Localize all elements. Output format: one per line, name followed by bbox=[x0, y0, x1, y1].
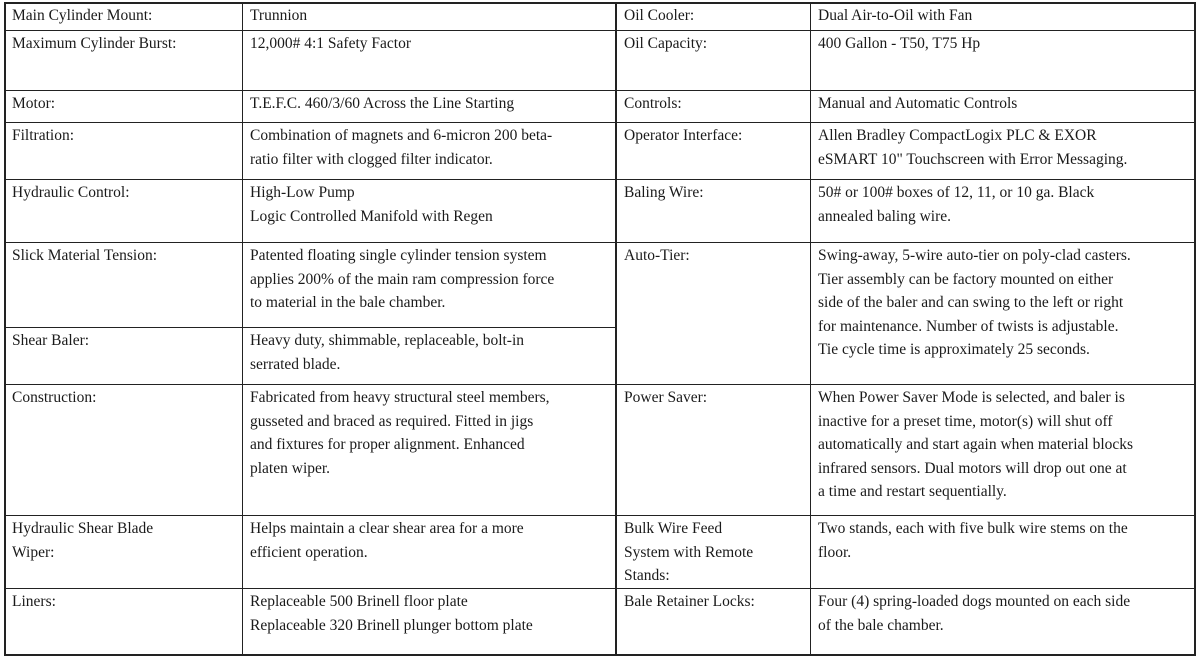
row-divider bbox=[616, 588, 1196, 589]
spec-value bbox=[250, 124, 552, 171]
spec-value-line: T.E.F.C. 460/3/60 Across the Line Starting bbox=[250, 95, 515, 112]
spec-value bbox=[818, 181, 1094, 228]
spec-label-line: Shear Baler: bbox=[12, 332, 90, 349]
spec-label bbox=[12, 517, 153, 564]
spec-value bbox=[250, 92, 514, 116]
spec-label bbox=[624, 92, 682, 116]
spec-value bbox=[818, 244, 1131, 362]
spec-label bbox=[624, 32, 707, 56]
spec-value-line: annealed baling wire. bbox=[818, 207, 951, 225]
spec-label bbox=[624, 517, 753, 588]
spec-value-line: Dual Air-to-Oil with Fan bbox=[818, 7, 973, 24]
spec-value bbox=[818, 4, 972, 28]
spec-value-line: to material in the bale chamber. bbox=[250, 294, 446, 311]
spec-value-line: of the bale chamber. bbox=[818, 616, 944, 634]
spec-label-line: Controls: bbox=[624, 95, 682, 112]
row-divider bbox=[4, 30, 616, 31]
spec-value-line: 12,000# 4:1 Safety Factor bbox=[250, 35, 412, 52]
spec-value-line: Heavy duty, shimmable, replaceable, bolt-in bbox=[250, 332, 525, 349]
spec-label bbox=[624, 124, 742, 148]
spec-label-line: Main Cylinder Mount: bbox=[12, 7, 153, 24]
row-divider bbox=[616, 90, 1196, 91]
spec-label bbox=[12, 181, 130, 205]
spec-label bbox=[12, 92, 55, 116]
spec-value-line: Two stands, each with five bulk wire stems on the bbox=[818, 520, 1128, 537]
spec-value-line: applies 200% of the main ram compression force bbox=[250, 270, 555, 288]
spec-value-line: ratio filter with clogged filter indicator. bbox=[250, 150, 493, 168]
spec-value bbox=[250, 32, 411, 56]
spec-value-line: serrated blade. bbox=[250, 355, 341, 373]
spec-value-line: infrared sensors. Dual motors will drop out one at bbox=[818, 459, 1127, 477]
spec-label-line: Oil Cooler: bbox=[624, 7, 695, 24]
spec-label-line: Slick Material Tension: bbox=[12, 247, 157, 264]
table-border-right bbox=[1194, 2, 1196, 656]
row-divider bbox=[616, 242, 1196, 243]
spec-value-line: Trunnion bbox=[250, 7, 308, 24]
row-divider bbox=[616, 30, 1196, 31]
spec-value bbox=[818, 32, 980, 56]
spec-value-line: Logic Controlled Manifold with Regen bbox=[250, 207, 493, 225]
spec-value-line: for maintenance. Number of twists is adjustable. bbox=[818, 317, 1119, 335]
spec-label bbox=[12, 32, 176, 56]
row-divider bbox=[4, 122, 616, 123]
spec-value bbox=[818, 386, 1133, 504]
spec-label bbox=[624, 386, 707, 410]
spec-value-line: Manual and Automatic Controls bbox=[818, 95, 1018, 112]
spec-value-line: floor. bbox=[818, 543, 852, 561]
table-border-left bbox=[4, 2, 6, 656]
spec-label-line: Filtration: bbox=[12, 127, 74, 144]
column-divider bbox=[242, 2, 243, 656]
spec-value-line: eSMART 10" Touchscreen with Error Messaging. bbox=[818, 150, 1128, 168]
row-divider bbox=[616, 179, 1196, 180]
row-divider bbox=[4, 90, 616, 91]
spec-value bbox=[250, 181, 493, 228]
spec-value bbox=[250, 244, 554, 315]
spec-label bbox=[12, 590, 56, 614]
spec-label-line: Power Saver: bbox=[624, 389, 708, 406]
spec-value-line: Patented floating single cylinder tension system bbox=[250, 247, 547, 264]
spec-label-line: Oil Capacity: bbox=[624, 35, 708, 52]
spec-value-line: inactive for a preset time, motor(s) will shut off bbox=[818, 412, 1113, 430]
spec-value-line: automatically and start again when material blocks bbox=[818, 436, 1134, 453]
row-divider bbox=[4, 384, 616, 385]
spec-table bbox=[4, 2, 1196, 656]
spec-value-line: efficient operation. bbox=[250, 543, 368, 561]
spec-value bbox=[250, 329, 524, 376]
spec-label-line: Hydraulic Control: bbox=[12, 184, 130, 201]
table-border-bottom bbox=[4, 654, 1196, 656]
spec-value-line: Allen Bradley CompactLogix PLC & EXOR bbox=[818, 127, 1097, 144]
spec-label bbox=[12, 124, 74, 148]
spec-value-line: side of the baler and can swing to the left or right bbox=[818, 294, 1124, 311]
spec-label bbox=[12, 4, 152, 28]
row-divider bbox=[616, 384, 1196, 385]
spec-label bbox=[624, 4, 694, 28]
spec-label-line: Construction: bbox=[12, 389, 97, 406]
row-divider bbox=[616, 515, 1196, 516]
spec-label-line: System with Remote bbox=[624, 543, 754, 561]
spec-value bbox=[250, 517, 524, 564]
spec-value-line: Swing-away, 5-wire auto-tier on poly-clad casters. bbox=[818, 247, 1131, 264]
spec-value-line: Replaceable 500 Brinell floor plate bbox=[250, 593, 468, 610]
spec-value-line: Four (4) spring-loaded dogs mounted on each side bbox=[818, 593, 1131, 610]
spec-value-line: 50# or 100# boxes of 12, 11, or 10 ga. Black bbox=[818, 184, 1095, 201]
spec-label-line: Hydraulic Shear Blade bbox=[12, 520, 154, 537]
spec-label-line: Bale Retainer Locks: bbox=[624, 593, 755, 610]
spec-value-line: Helps maintain a clear shear area for a more bbox=[250, 520, 524, 537]
spec-value-line: platen wiper. bbox=[250, 459, 331, 477]
spec-value-line: gusseted and braced as required. Fitted in jigs bbox=[250, 412, 534, 430]
row-divider bbox=[4, 515, 616, 516]
spec-label bbox=[624, 590, 755, 614]
spec-label bbox=[12, 329, 89, 353]
table-border-top bbox=[4, 2, 1196, 4]
row-divider bbox=[4, 327, 616, 328]
spec-label-line: Bulk Wire Feed bbox=[624, 520, 723, 537]
spec-value-line: Tie cycle time is approximately 25 seconds. bbox=[818, 341, 1090, 358]
spec-value-line: Combination of magnets and 6-micron 200 beta- bbox=[250, 127, 553, 144]
spec-value bbox=[250, 386, 550, 480]
spec-label-line: Motor: bbox=[12, 95, 56, 112]
spec-value bbox=[818, 590, 1130, 637]
spec-label-line: Liners: bbox=[12, 593, 56, 610]
center-divider bbox=[615, 2, 617, 656]
spec-value-line: 400 Gallon - T50, T75 Hp bbox=[818, 35, 981, 52]
spec-label-line: Operator Interface: bbox=[624, 127, 743, 144]
spec-value-line: Replaceable 320 Brinell plunger bottom plate bbox=[250, 616, 533, 634]
spec-label bbox=[624, 181, 704, 205]
spec-label-line: Wiper: bbox=[12, 543, 55, 561]
row-divider bbox=[616, 122, 1196, 123]
spec-value-line: Tier assembly can be factory mounted on either bbox=[818, 270, 1114, 288]
spec-value bbox=[250, 590, 533, 637]
spec-label bbox=[12, 386, 96, 410]
row-divider bbox=[4, 588, 616, 589]
spec-value-line: Fabricated from heavy structural steel members, bbox=[250, 389, 550, 406]
spec-label-line: Maximum Cylinder Burst: bbox=[12, 35, 177, 52]
spec-label bbox=[12, 244, 157, 268]
row-divider bbox=[4, 179, 616, 180]
spec-value bbox=[250, 4, 307, 28]
spec-value-line: a time and restart sequentially. bbox=[818, 483, 1007, 500]
spec-label bbox=[624, 244, 690, 268]
spec-value bbox=[818, 92, 1017, 116]
spec-label-line: Auto-Tier: bbox=[624, 247, 690, 264]
spec-label-line: Stands: bbox=[624, 567, 670, 584]
column-divider bbox=[810, 2, 811, 656]
spec-value-line: When Power Saver Mode is selected, and baler is bbox=[818, 389, 1125, 406]
spec-value-line: and fixtures for proper alignment. Enhanced bbox=[250, 436, 525, 453]
spec-value bbox=[818, 124, 1127, 171]
spec-value bbox=[818, 517, 1128, 564]
spec-label-line: Baling Wire: bbox=[624, 184, 704, 201]
spec-value-line: High-Low Pump bbox=[250, 184, 355, 201]
row-divider bbox=[4, 242, 616, 243]
